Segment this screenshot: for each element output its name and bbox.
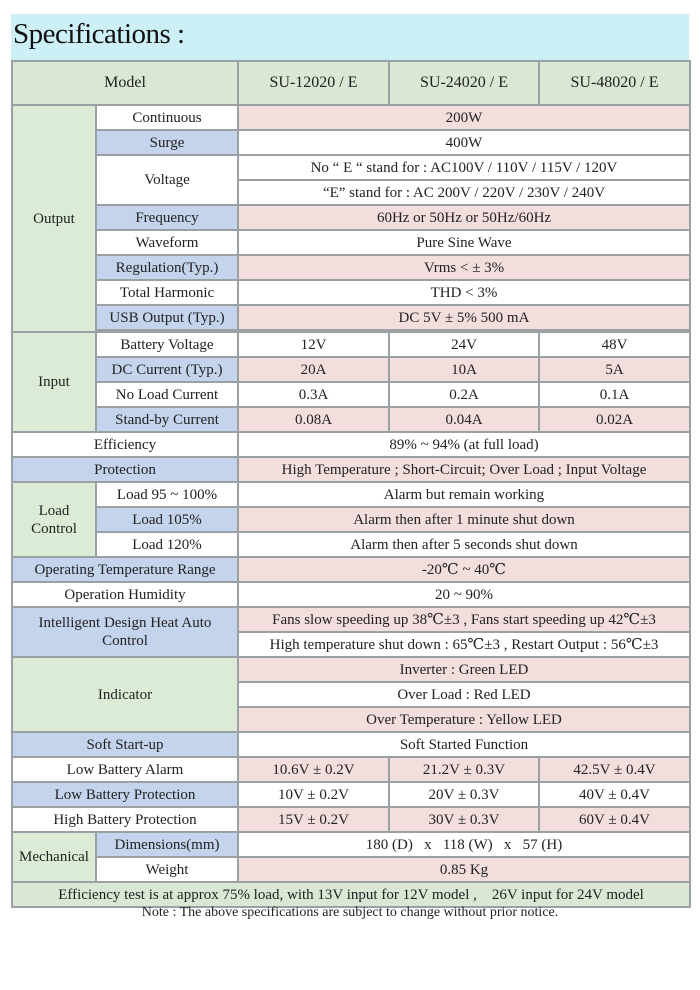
row-label: Battery Voltage — [96, 332, 238, 357]
row-value: 30V ± 0.3V — [389, 807, 539, 832]
row-value: Over Temperature : Yellow LED — [238, 707, 690, 732]
row-label: Load 120% — [96, 532, 238, 557]
table-row — [12, 857, 690, 882]
row-label: Waveform — [96, 230, 238, 255]
row-value: 0.2A — [389, 382, 539, 407]
row-value: Inverter : Green LED — [238, 657, 690, 682]
title-bar — [11, 14, 689, 60]
row-label: USB Output (Typ.) — [96, 305, 238, 330]
disclaimer-note: Note : The above specifications are subject to change without prior notice. — [141, 905, 559, 920]
row-value: -20℃ ~ 40℃ — [238, 557, 690, 582]
row-value: 0.1A — [539, 382, 690, 407]
header-model-2: SU-24020 / E — [389, 61, 539, 105]
table-row — [12, 757, 690, 782]
row-value: DC 5V ± 5% 500 mA — [238, 305, 690, 330]
row-value: Alarm then after 1 minute shut down — [238, 507, 690, 532]
row-value: 15V ± 0.2V — [238, 807, 389, 832]
table-row — [12, 332, 690, 357]
table-row — [12, 280, 690, 305]
row-value: 21.2V ± 0.3V — [389, 757, 539, 782]
row-label: Load 105% — [96, 507, 238, 532]
row-value: Soft Started Function — [238, 732, 690, 757]
load-control-group-label — [12, 482, 96, 557]
table-row — [12, 782, 690, 807]
row-label: Efficiency — [12, 432, 238, 457]
row-value: 10A — [389, 357, 539, 382]
table-row — [12, 582, 690, 607]
table-row — [12, 255, 690, 280]
row-value: “E” stand for : AC 200V / 220V / 230V / 240V — [238, 180, 690, 205]
table-row — [12, 305, 690, 330]
row-label: Total Harmonic — [96, 280, 238, 305]
table-row — [12, 807, 690, 832]
table-row — [12, 105, 690, 130]
input-group-label: Input — [12, 332, 96, 432]
row-label: Operation Humidity — [12, 582, 238, 607]
table-row — [12, 532, 690, 557]
row-value: 12V — [238, 332, 389, 357]
header-model: Model — [12, 61, 238, 105]
table-row — [12, 507, 690, 532]
row-value: 40V ± 0.4V — [539, 782, 690, 807]
header-row — [12, 61, 690, 105]
row-value: 60Hz or 50Hz or 50Hz/60Hz — [238, 205, 690, 230]
table-row — [12, 407, 690, 432]
efficiency-test-note: Efficiency test is at approx 75% load, with 13V input for 12V model , 26V input for 24V model — [12, 882, 690, 907]
row-value: 60V ± 0.4V — [539, 807, 690, 832]
row-label: Surge — [96, 130, 238, 155]
table-row — [12, 382, 690, 407]
row-value: 0.08A — [238, 407, 389, 432]
load-control-line1: Load — [38, 502, 70, 519]
table-row — [12, 130, 690, 155]
row-value: High temperature shut down : 65℃±3 , Restart Output : 56℃±3 — [238, 632, 690, 657]
row-value: High Temperature ; Short-Circuit; Over Load ; Input Voltage — [238, 457, 690, 482]
row-value: 5A — [539, 357, 690, 382]
row-value: THD < 3% — [238, 280, 690, 305]
row-label: No Load Current — [96, 382, 238, 407]
row-value: Pure Sine Wave — [238, 230, 690, 255]
row-value: Vrms < ± 3% — [238, 255, 690, 280]
header-model-1: SU-12020 / E — [238, 61, 389, 105]
table-row — [12, 230, 690, 255]
table-row — [12, 155, 690, 180]
mechanical-group-label: Mechanical — [12, 832, 96, 882]
table-row — [12, 357, 690, 382]
row-value: 0.04A — [389, 407, 539, 432]
row-label: Soft Start-up — [12, 732, 238, 757]
row-value: Alarm but remain working — [238, 482, 690, 507]
row-label: Low Battery Protection — [12, 782, 238, 807]
table-row — [12, 657, 690, 682]
row-label: Continuous — [96, 105, 238, 130]
row-value: 0.02A — [539, 407, 690, 432]
table-row — [12, 432, 690, 457]
row-value: Fans slow speeding up 38℃±3 , Fans start speeding up 42℃±3 — [238, 607, 690, 632]
spec-table — [11, 60, 691, 908]
table-row — [12, 732, 690, 757]
row-value: 24V — [389, 332, 539, 357]
row-value: 200W — [238, 105, 690, 130]
row-value: 180 (D) x 118 (W) x 57 (H) — [238, 832, 690, 857]
row-value: 48V — [539, 332, 690, 357]
row-label: High Battery Protection — [12, 807, 238, 832]
row-value: Over Load : Red LED — [238, 682, 690, 707]
footer-row — [12, 882, 690, 907]
row-value: 0.3A — [238, 382, 389, 407]
table-row — [12, 557, 690, 582]
output-group-label: Output — [12, 105, 96, 332]
row-label: Intelligent Design Heat Auto Control — [12, 607, 238, 657]
row-value: 89% ~ 94% (at full load) — [238, 432, 690, 457]
row-value: 400W — [238, 130, 690, 155]
row-label: Low Battery Alarm — [12, 757, 238, 782]
row-label: Regulation(Typ.) — [96, 255, 238, 280]
page-title: Specifications : — [13, 18, 185, 50]
row-label: DC Current (Typ.) — [96, 357, 238, 382]
row-label: Weight — [96, 857, 238, 882]
row-label: Indicator — [12, 657, 238, 732]
row-value: 10V ± 0.2V — [238, 782, 389, 807]
row-label: Voltage — [96, 155, 238, 205]
load-control-line2: Control — [31, 520, 77, 537]
row-label: Frequency — [96, 205, 238, 230]
row-value: 10.6V ± 0.2V — [238, 757, 389, 782]
row-value: 20A — [238, 357, 389, 382]
table-row — [12, 482, 690, 507]
header-model-3: SU-48020 / E — [539, 61, 690, 105]
row-label: Operating Temperature Range — [12, 557, 238, 582]
table-row — [12, 607, 690, 632]
row-label: Stand-by Current — [96, 407, 238, 432]
row-value: No “ E “ stand for : AC100V / 110V / 115V / 120V — [238, 155, 690, 180]
row-value: 0.85 Kg — [238, 857, 690, 882]
row-label: Protection — [12, 457, 238, 482]
row-value: 42.5V ± 0.4V — [539, 757, 690, 782]
row-value: 20 ~ 90% — [238, 582, 690, 607]
table-row — [12, 205, 690, 230]
row-value: Alarm then after 5 seconds shut down — [238, 532, 690, 557]
row-label: Load 95 ~ 100% — [96, 482, 238, 507]
row-label: Dimensions(mm) — [96, 832, 238, 857]
table-row — [12, 832, 690, 857]
table-row — [12, 457, 690, 482]
row-value: 20V ± 0.3V — [389, 782, 539, 807]
